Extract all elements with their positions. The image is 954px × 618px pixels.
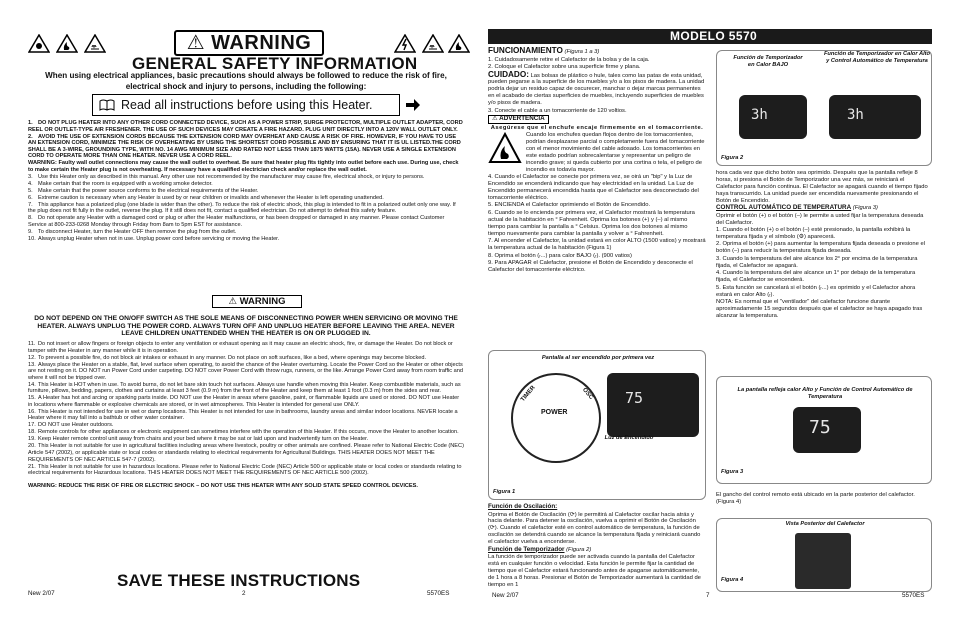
figure-2 xyxy=(716,50,932,166)
osc-text: Oprima el Botón de Oscilación (⟳) le permitirá al Calefactor oscilar hacia atrás y hacia delante. Para detener la oscilación, vuelva a oprimir el Botón de Oscilación (⟳). Cuando el calefactor esté en control automático de temperatura, la función de oscilación se detendrá cuando se alcance la temperatura fijada y reiniciará cuando el calefactor vuelva a encenderse. xyxy=(488,511,701,546)
safety-item-12: 12. To prevent a possible fire, do not block air intakes or exhaust in any manner. Do not place on soft surfaces, like a bed, where openings may become blocked. xyxy=(28,354,427,361)
step-5: 5. ENCIENDA el Calefactor oprimiendo el Botón de Encendido. xyxy=(488,202,651,209)
warning-small-title: WARNING xyxy=(239,296,286,307)
advertencia-subtitle: Asegúrese que el enchufe encaje firmemente en el tomacorriente. xyxy=(490,124,704,131)
fig4-remote-image xyxy=(795,533,851,589)
warning-small-banner: ⚠ WARNING xyxy=(212,295,302,308)
fig3-caption: La pantalla refleja calor Alto y Función de Control Automático de Temperatura xyxy=(737,387,913,400)
safety-item-7: 7. This appliance has a polarized plug (one blade is wider than the other). To reduce the risk of electric shock, this plug is intended to fit in a polarized outlet only one way. If the plug does not fit fully in the outlet, reverse the plug. If it still does not fit, contact a qualified electrician. Do not attempt to defeat this safety feature. xyxy=(28,201,456,215)
fire-warning-icon xyxy=(488,132,522,166)
power-disconnect-warning: DO NOT DEPEND ON THE ON/OFF SWITCH AS THE SOLE MEANS OF DISCONNECTING POWER WHEN SERVICING OR MOVING THE HEATER. ALWAYS UNPLUG THE POWER CORD. ALWAYS TURN OFF AND UNPLUG HEATER BEFORE LEAVING THE AREA. NEVER LEAVE CHILDREN UNATTENDED WHEN THE HEATER IS ON OR PLUGGED IN. xyxy=(34,315,458,338)
left-page xyxy=(22,24,470,604)
right-page xyxy=(488,24,932,604)
timer-fig: (Figura 2) xyxy=(566,546,592,553)
step-7: 7. Al encender el Calefactor, la unidad estará en color ALTO (1500 vatios) y mostrará la temperatura actual de la habitación (Figura 1) xyxy=(488,238,706,251)
auto-step-1: 1. Cuando el botón (+) o el botón (–) esté presionado, la pantalla exhibirá la temperatura fijada y el símbolo (⚙) aparecerá. xyxy=(716,227,911,240)
step-8: 8. Oprima el botón (ᵣ...) para calor BAJO (ᵣ). (900 vatios) xyxy=(488,252,632,259)
safety-item-19: 19. Keep Heater remote control unit away from chairs and your bed where it may be sat or laid upon and inadvertently turn on the Heater. xyxy=(28,436,369,443)
power-button[interactable]: POWER xyxy=(541,409,568,416)
auto-step-4: 4. Cuando la temperatura del aire alcance un 1° por debajo de la temperatura fijada, el Calefactor se encenderá. xyxy=(716,270,916,284)
remote-hook-text: El gancho del control remoto está ubicado en la parte posterior del calefactor. (Figura 4) xyxy=(716,492,915,505)
advertencia-text: Cuando los enchufes quedan flojos dentro de los tomacorrientes, podrían desplazarse parcial o completamente fuera del tomacorriente con el menor movimiento del cable adosado. Los tomacorrientes en este estado podrían sobrecalentarse y representar un peligro de incendio grave; si queda cubierto por una cortina o tela, el peligro de incendio es todavía mayor. xyxy=(526,132,705,173)
advertencia-block xyxy=(488,132,706,174)
step-1: 1. Cuidadosamente retire el Calefactor de la bolsa y de la caja. xyxy=(488,56,650,63)
footer-model-right: 5570ES xyxy=(902,592,925,599)
fig3-temperature: 75 xyxy=(809,417,831,438)
fig1-temperature: 75 xyxy=(625,389,644,407)
power-light-label: Luz de Encendido xyxy=(604,435,654,441)
fig3-display-panel xyxy=(793,407,861,453)
safety-item-21: 21. This Heater is not suitable for use in hazardous locations. Please refer to National Electric Code (NEC) Article 500 or applicable state or local codes or standards relating to electrical requirements for Hazardous locations. THIS HEATER DOES NOT MEET THE REQUIREMENTS OF NEC ARTICLE 500 (2002). xyxy=(28,463,462,477)
fig4-label: Figura 4 xyxy=(721,577,744,583)
note-text: NOTA: Es normal que el "ventilador" del calefactor funcione durante aproximadamente 15 segundos después que el calefactor se haya apagado tras alcanzar la temperatura. xyxy=(716,299,923,319)
advertencia-badge: ⚠ ADVERTENCIA xyxy=(488,115,549,124)
auto-step-3: 3. Cuando la temperatura del aire alcance los 2° por encima de la temperatura fijada, el Calefactor se apagará. xyxy=(716,255,918,269)
fig3-label: Figura 3 xyxy=(721,469,744,475)
fig2-display-low xyxy=(739,95,807,139)
fig4-caption: Vista Posterior del Calefactor xyxy=(785,521,865,527)
osc-title: Función de Oscilación: xyxy=(488,503,558,510)
auto-temp-title: CONTROL AUTOMÁTICO DE TEMPERATURA xyxy=(716,204,852,212)
book-icon xyxy=(99,99,115,111)
electric-shock-icon xyxy=(394,34,416,53)
safety-item-8: 8. Do not operate any Heater with a damaged cord or plug or after the Heater malfunctions, or has been dropped or damaged in any manner. Please contact Customer Service at 800-233-0268 Monday through Friday from 8am to 5pm EST for assistance. xyxy=(28,215,445,229)
safety-item-14: 14. This Heater is HOT when in use. To avoid burns, do not let bare skin touch hot surfaces. Always use handle when moving this Heater. Keep combustible materials, such as furniture, pillows, bedding, papers, clothes and curtains at least 3 feet (0.9 m) from the front of the Heater and keep them at least 1 foot (0.3 m) from the sides and rear. xyxy=(28,381,461,395)
safety-item-2: 2. AVOID THE USE OF EXTENSION CORDS BECAUSE THE EXTENSION CORD MAY OVERHEAT AND CAUSE A RISK OF FIRE. HOWEVER, IF YOU HAVE TO USE AN EXTENSION CORD, MINIMIZE THE RISK OF OVERHEATING BY USING THE SHORTEST CORD POSSIBLE AND BY ENSURING THAT IT IS UL LISTED.THE CORD SHALL BE A 3-WIRE, GROUNDING TYPE, WITH NO. 14 AWG MINIMUM SIZE AND RATED NOT LESS THAN 1875 WATTS (15A). NEVER USE A SINGLE EXTENSION CORD TO OPERATE MORE THAN ONE HEATER. NEVER USE A CORD REEL. xyxy=(28,133,461,160)
osc-timer-section xyxy=(488,504,706,589)
safety-item-16: 16. This Heater is not intended for use in wet or damp locations. This Heater is not intended for use in bathrooms, laundry areas and similar indoor locations. NEVER locate a Heater where it may fall into a bathtub or other water container. xyxy=(28,408,458,422)
hot-surface-icon xyxy=(84,34,106,53)
safety-item-11: 11. Do not insert or allow fingers or foreign objects to enter any ventilation or exhaust opening as it may cause an electric shock, fire, or damage the Heater. Do not block or tamper with the Heater in any manner while it is in operation. xyxy=(28,341,453,354)
fire-hazard-icon xyxy=(56,34,78,53)
timer-title: Función de Temporizador xyxy=(488,545,565,553)
explosion-hazard-icon xyxy=(28,34,50,53)
safety-item-10: 10. Always unplug Heater when not in use. Unplug power cord before servicing or moving the Heater. xyxy=(28,236,280,242)
fire-hazard-icon-right xyxy=(448,34,470,53)
read-instructions-text: Read all instructions before using this Heater. xyxy=(121,98,373,112)
timer-continuation: hora cada vez que dicho botón sea oprimido. Después que la pantalla refleje 8 horas, si presiona el Botón de Temporizador una vez más, se reiniciará el Calefactor para función continua. El Calefactor se apagará cuando el tiempo fijado haya transcurrido. La unidad puede ser encendida nuevamente presionando el Botón de Encendido. xyxy=(716,170,928,204)
operation-fig-ref: (Figura 1 a 3) xyxy=(564,49,600,55)
fig1-label: Figura 1 xyxy=(493,489,516,495)
outlet-warning: WARNING: Faulty wall outlet connections may cause the wall outlet to overheat. Be sure that heater plug fits tightly into outlet before each use. During use, check to make certain the Heater plug is not overheating. If necessary have a qualified electrician check and/or replace the wall outlet. xyxy=(28,160,459,173)
footer-date: New 2/07 xyxy=(28,590,55,597)
warning-title: WARNING xyxy=(211,32,312,54)
step-3: 3. Conecte el cable a un tomacorriente de 120 voltios. xyxy=(488,107,627,114)
fig2-caption-high: Función de Temporizador en Calor Alto y Control Automático de Temperatura xyxy=(823,51,931,64)
warning-banner: ⚠ WARNING xyxy=(174,30,324,56)
caution-text: Las bolsas de plástico o hule, tales como las patas de esta unidad, pueden pegarse a la superficie de los muebles y/o a los pisos de madera. La unidad podría dejar un residuo capaz de oscurecer, manchar o dejar marcas permanentes en el acabado de ciertas superficies de muebles, incluyendo superficies de muebles y/o pisos de madera. xyxy=(488,72,705,107)
fig2-display-high-text: 3h xyxy=(847,107,864,123)
figure-3 xyxy=(716,376,932,484)
safety-item-13: 13. Always place the Heater on a stable, flat, level surface when operating, to avoid the chance of the Heater overturning. Locate the Power Cord so the Heater or other objects are not resting on it. DO NOT run Power Cord under carpeting. DO NOT cover Power Cord with throw rugs, runners, or the like. Arrange Power Cord away from room traffic and where it will not be tripped over. xyxy=(28,361,463,381)
fig2-display-high xyxy=(829,95,921,139)
safety-item-5: 5. Make certain that the power source conforms to the electrical requirements of the Heater. xyxy=(28,187,259,194)
save-instructions-title: SAVE THESE INSTRUCTIONS xyxy=(117,571,361,590)
safety-item-15: 15. A Heater has hot and arcing or sparking parts inside. DO NOT use the Heater in areas where gasoline, paint, or flammable liquids are used or stored. DO NOT use Heater in locations where flammable or explosive chemicals are stored, or in wet atmospheres. This Heater is intended for general use ONLY. xyxy=(28,395,460,408)
footer-date-right: New 2/07 xyxy=(492,592,519,599)
safety-item-17: 17. DO NOT use Heater outdoors. xyxy=(28,422,114,429)
timer-text: La función de temporizador puede ser activada cuando la pantalla del Calefactor está en cualquier función o velocidad. Esta función le permite fijar la cantidad de tiempo que el Calefactor estará funcionando antes de apagarse automáticamente, de 1 hora a 8 horas. Presionar el Botón de Temporizador aumentará la cantidad de tiempo en 1 xyxy=(488,554,701,588)
step-2: 2. Coloque el Calefactor sobre una superficie firme y plana. xyxy=(488,64,641,70)
safety-list-1 xyxy=(28,120,464,243)
safety-item-6: 6. Extreme caution is necessary when any Heater is used by or near children or invalids and whenever the Heater is left operating unattended. xyxy=(28,194,384,201)
auto-step-2: 2. Oprima el botón (+) para aumentar la temperatura fijada deseada o presione el botón (–) para reducir la temperatura fijada deseada. xyxy=(716,241,925,255)
auto-temp-fig: (Figura 3) xyxy=(852,205,878,212)
footer-page-number-right: 7 xyxy=(706,592,710,599)
solid-state-warning: WARNING: REDUCE THE RISK OF FIRE OR ELECTRIC SHOCK – DO NOT USE THIS HEATER WITH ANY SOLID STATE SPEED CONTROL DEVICES. xyxy=(28,482,418,489)
step-9: 9. Para APAGAR el Calefactor, presione el Botón de Encendido y desconecte el Calefactor del tomacorriente eléctrico. xyxy=(488,260,693,273)
fig1-display-panel xyxy=(607,373,699,437)
auto-temp-intro: Oprimir el botón (+) o el botón (–) le permite a usted fijar la temperatura deseada del Calefactor. xyxy=(716,212,924,226)
fig1-caption: Pantalla al ser encendido por primera vez xyxy=(541,355,655,361)
general-safety-title: GENERAL SAFETY INFORMATION xyxy=(132,54,418,73)
operation-section xyxy=(488,48,706,274)
safety-item-4: 4. Make certain that the room is equipped with a working smoke detector. xyxy=(28,180,213,187)
safety-intro: When using electrical appliances, basic precautions should always be followed to reduce the risk of fire, electrical shock and injury to persons, including the following: xyxy=(45,71,447,91)
footer-model: 5570ES xyxy=(427,590,450,597)
safety-item-3: 3. Use this Heater only as described in this manual. Any other use not recommended by the manufacturer may cause fire, electrical shock, or injury to persons. xyxy=(28,173,425,180)
hot-surface-icon-right xyxy=(422,34,444,53)
caution-label: CUIDADO: xyxy=(488,69,529,79)
fig2-label: Figura 2 xyxy=(721,155,744,161)
arrow-icon xyxy=(405,98,421,112)
safety-item-9: 9. To disconnect Heater, turn the Heater OFF then remove the plug from the outlet. xyxy=(28,229,237,236)
step-4: 4. Cuando el Calefactor se conecte por primera vez, se oirá un "bip" y la Luz de Encendido se encenderá indicando que hay electricidad en la unidad. La Luz de Encendido permanecerá encendida hasta que el Calefactor sea desconectado del tomacorriente eléctrico. xyxy=(488,174,699,201)
fig2-caption-low: Función de Temporizador en Calor BAJO xyxy=(733,55,803,68)
safety-list-2 xyxy=(28,341,464,490)
figure-4 xyxy=(716,518,932,592)
safety-item-20: 20. This Heater is not suitable for use in agricultural facilities including areas where livestock, poultry or other animals are confined. Please refer to National Electric Code (NEC) Article 547 (2002), or applicable state or local codes or standards relating to electrical requirements for Agricultural Buildings. THIS HEATER DOES NOT MEET THE REQUIREMENTS OF NEC ARTICLE 547-7 (2002). xyxy=(28,443,464,463)
operation-title: FUNCIONAMIENTO xyxy=(488,46,563,55)
figure-1 xyxy=(488,350,706,500)
fig2-display-low-text: 3h xyxy=(751,107,768,123)
safety-item-1: 1. DO NOT PLUG HEATER INTO ANY OTHER CORD CONNECTED DEVICE, SUCH AS A POWER STRIP, SURGE PROTECTOR, MULTIPLE OUTLET ADAPTER, CORD REEL OR OUTLET-TYPE AIR FRESHENER. THE USE OF SUCH DEVICES MAY CREATE A FIRE HAZARD. PLUG UNIT DIRECTLY INTO A 120V WALL OUTLET ONLY. xyxy=(28,120,463,133)
footer-page-number: 2 xyxy=(242,590,246,597)
timer-button[interactable]: TIMER xyxy=(520,384,537,404)
timer-auto-section xyxy=(716,170,930,320)
osc-button[interactable]: OSC xyxy=(581,387,594,401)
model-header: MODELO 5570 xyxy=(488,29,932,44)
auto-step-5: 5. Esta función se cancelará si el botón (ᵣ...) es oprimido y el Calefactor ahora estará en calor Alto (ᵣ). xyxy=(716,284,916,298)
read-instructions-box xyxy=(92,94,400,116)
safety-item-18: 18. Remote controls for other appliances or electronic equipment can sometimes interfere with the operation of this Heater. If this occurs, move the Heater to another location. xyxy=(28,429,459,436)
control-dial xyxy=(511,373,601,463)
step-6: 6. Cuando se lo encienda por primera vez, el Calefactor mostrará la temperatura actual de la habitación en ° Fahrenheit. Oprima los botones (+) y (–) al mismo tiempo para cambiar la pantalla a ° Celsius. Oprima los dos botones al mismo tiempo nuevamente para cambiar la pantalla y volver a ° Fahrenheit. xyxy=(488,209,695,237)
